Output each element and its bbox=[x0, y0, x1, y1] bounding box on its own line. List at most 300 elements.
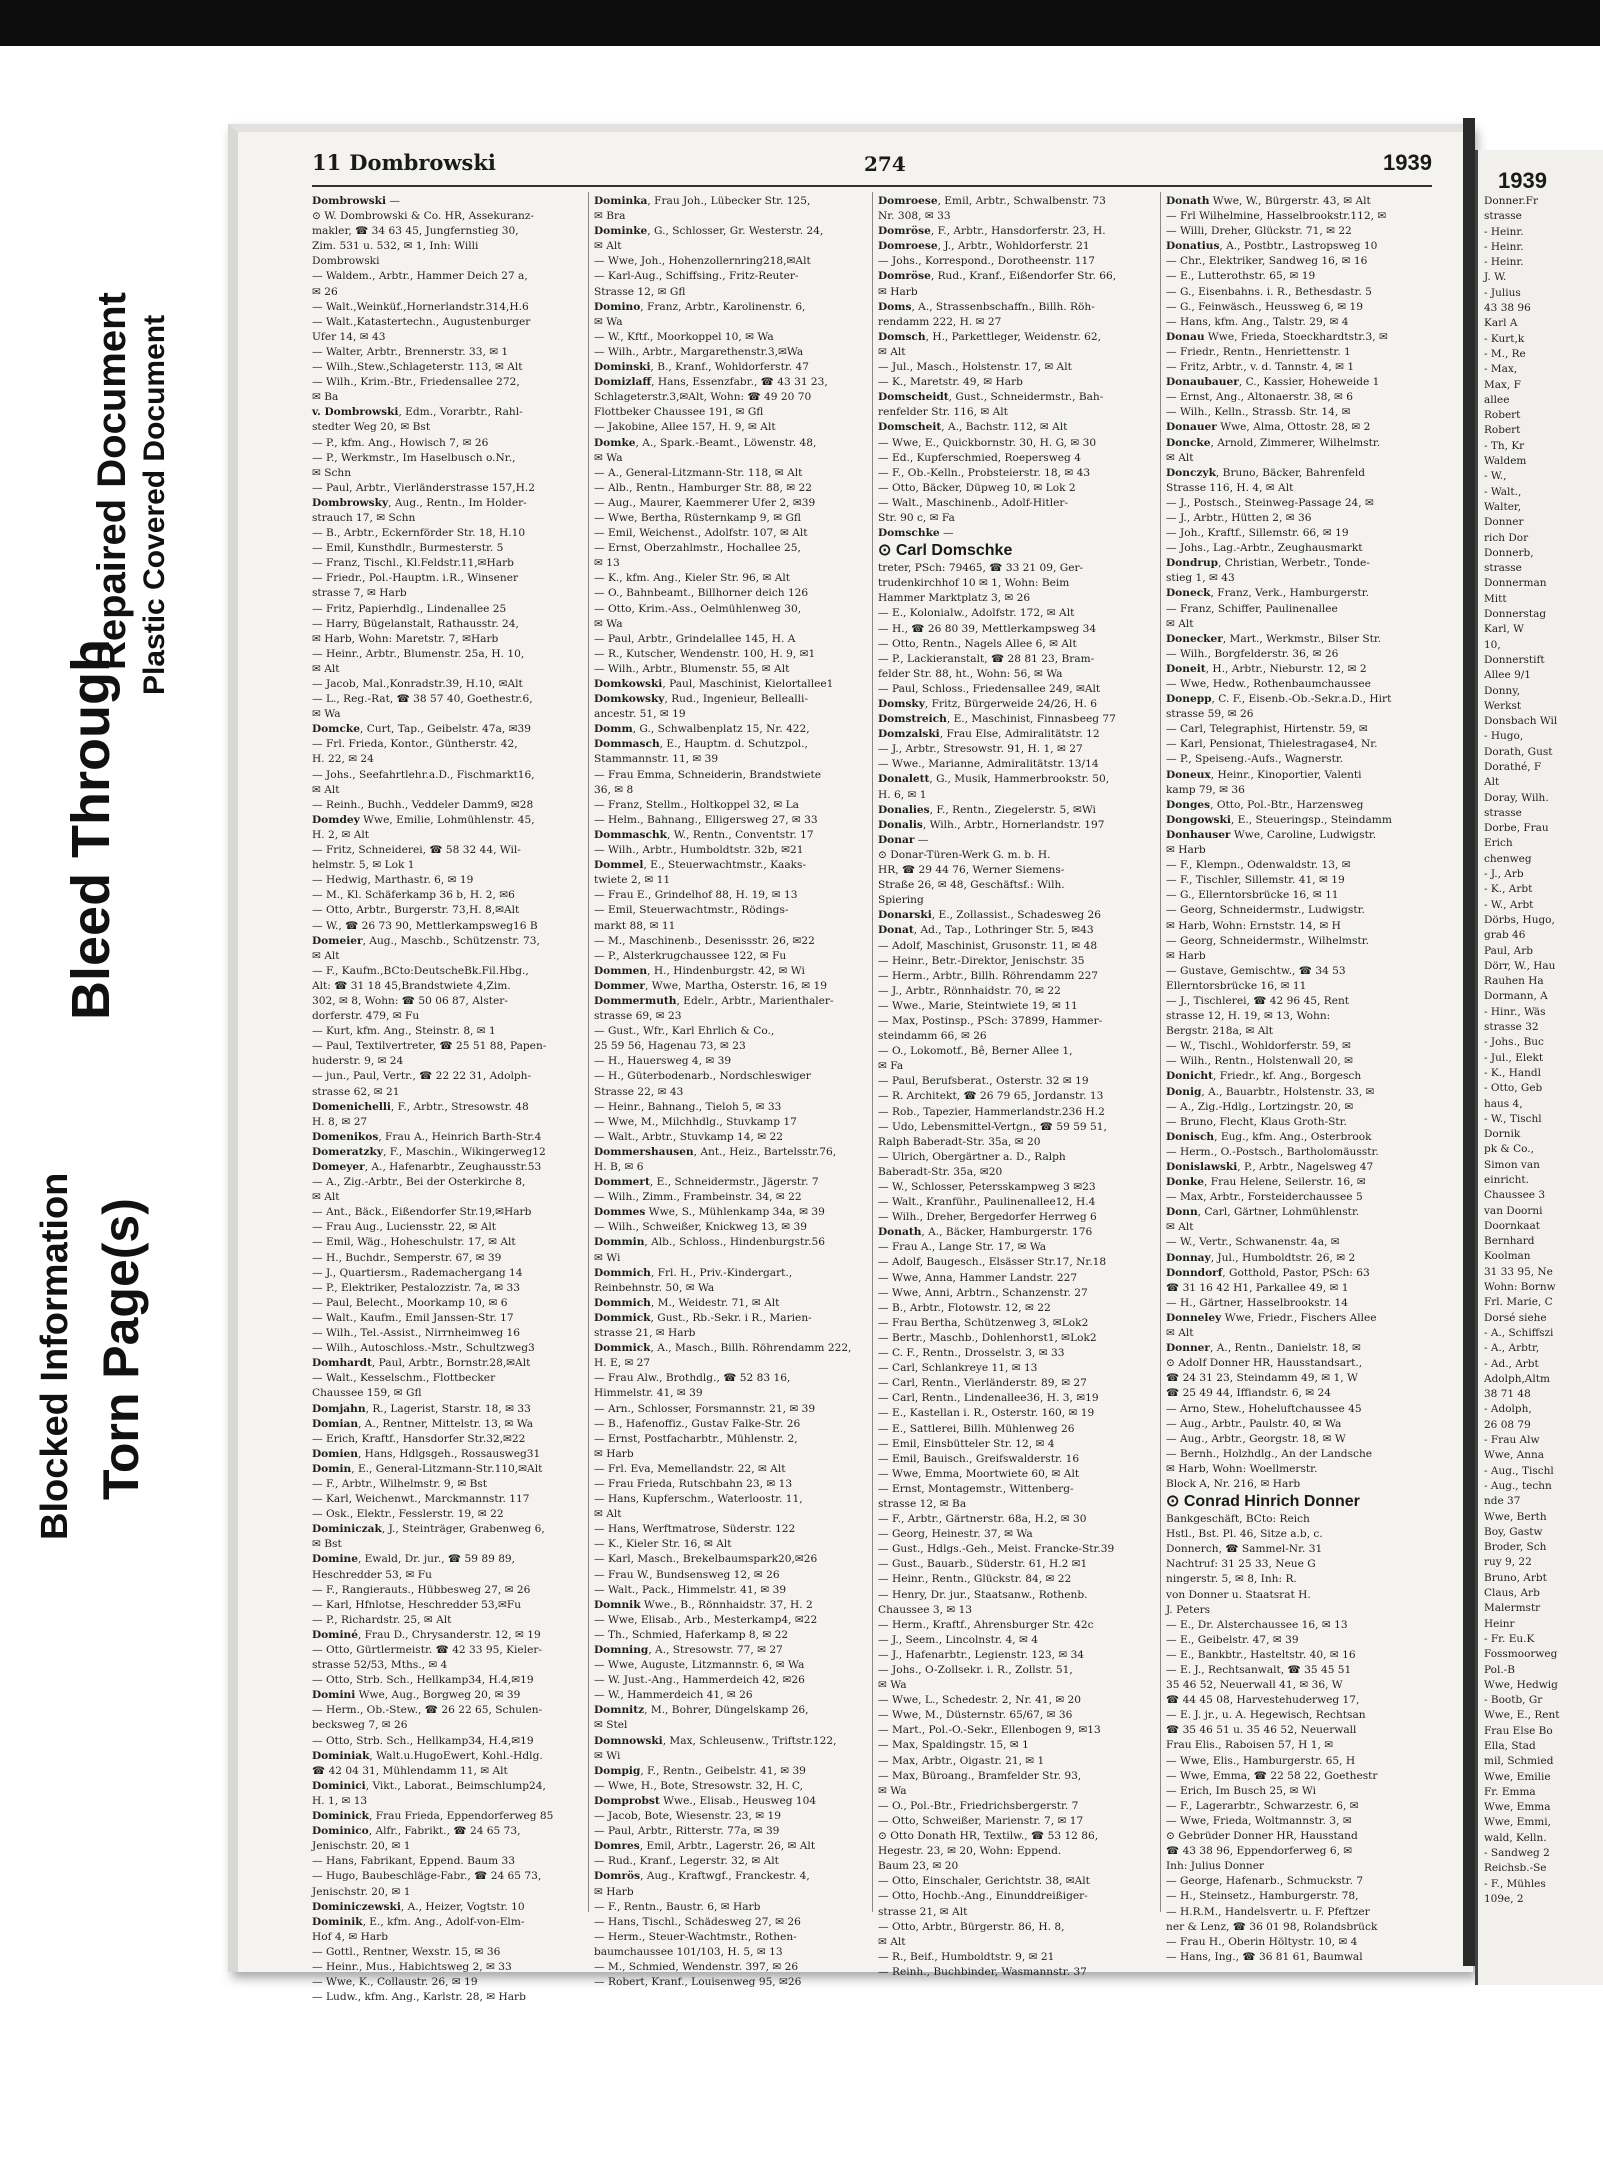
directory-entry-line: ✉ Wi bbox=[594, 1251, 621, 1264]
directory-entry-line: — Hans, kfm. Ang., Talstr. 29, ✉ 4 bbox=[1166, 315, 1349, 328]
directory-entry-line: — Max, Büroang., Bramfelder Str. 93, bbox=[878, 1769, 1082, 1782]
directory-entry-line: — Otto, Einschaler, Gerichtstr. 38, ✉Alt bbox=[878, 1875, 1090, 1888]
directory-entry-line: H. 6, ✉ 1 bbox=[878, 788, 927, 801]
directory-entry-line: J. Peters bbox=[1166, 1603, 1211, 1616]
directory-entry-line: — P., Richardstr. 25, ✉ Alt bbox=[312, 1613, 452, 1626]
directory-entry-line: strasse 7, ✉ Harb bbox=[312, 587, 407, 600]
directory-entry-line: Dominke, G., Schlosser, Gr. Westerstr. 24, bbox=[594, 225, 824, 238]
facing-page-line: 10, bbox=[1484, 638, 1501, 651]
directory-entry-line: Strasse 22, ✉ 43 bbox=[594, 1085, 684, 1098]
directory-entry-line: — Gust., Hdlgs.-Geh., Meist. Francke-Str.39 bbox=[878, 1543, 1115, 1556]
facing-page-line: - Aug., techn bbox=[1484, 1479, 1552, 1492]
directory-entry-line: ✉ Harb bbox=[1166, 844, 1206, 857]
directory-entry-line: Reinbehnstr. 50, ✉ Wa bbox=[594, 1281, 715, 1294]
header-rule bbox=[312, 185, 1432, 187]
directory-entry-line: — Walt., Kaufm., Emil Janssen-Str. 17 bbox=[312, 1311, 514, 1324]
directory-entry-line: — F., Lagerarbtr., Schwarzestr. 6, ✉ bbox=[1166, 1799, 1359, 1812]
facing-page-line: ruy 9, 22 bbox=[1484, 1556, 1532, 1569]
directory-entry-line: — Adolf, Maschinist, Grusonstr. 11, ✉ 48 bbox=[878, 939, 1098, 952]
directory-entry-line: Domsky, Fritz, Bürgerweide 24/26, H. 6 bbox=[878, 698, 1097, 710]
directory-entry-line: — Wwe, K., Collaustr. 26, ✉ 19 bbox=[312, 1976, 478, 1989]
directory-entry-line: 36, ✉ 8 bbox=[594, 783, 634, 796]
directory-entry-line: Donath Wwe, W., Bürgerstr. 43, ✉ Alt bbox=[1166, 195, 1371, 207]
directory-entry-line: — Frau Emma, Schneiderin, Brandstwiete bbox=[594, 768, 822, 781]
directory-entry-line: ✉ Stel bbox=[594, 1719, 628, 1732]
facing-page bbox=[1475, 150, 1603, 1985]
directory-entry-line: — J., Postsch., Steinweg-Passage 24, ✉ bbox=[1166, 496, 1374, 509]
directory-entry-line: Dominick, Frau Frieda, Eppendorferweg 85 bbox=[312, 1810, 554, 1823]
directory-entry-line: — Erich, Im Busch 25, ✉ Wi bbox=[1166, 1784, 1316, 1797]
facing-page-line: strasse bbox=[1484, 210, 1522, 223]
facing-page-line: haus 4, bbox=[1484, 1097, 1523, 1110]
directory-entry-line: — Heinr., Arbtr., Blumenstr. 25a, H. 10, bbox=[312, 647, 525, 660]
directory-entry-line: — Max, Arbtr., Forsteiderchaussee 5 bbox=[1166, 1191, 1363, 1204]
directory-entry-line: — Jacob, Bote, Wiesenstr. 23, ✉ 19 bbox=[594, 1810, 781, 1823]
directory-entry-line: — B., Arbtr., Eckernförder Str. 18, H.10 bbox=[312, 527, 526, 540]
facing-page-line: - Julius bbox=[1484, 286, 1521, 299]
directory-entry-line: — J., Quartiersm., Rademachergang 14 bbox=[312, 1266, 523, 1279]
facing-page-line: - Hugo, bbox=[1484, 730, 1524, 743]
directory-entry-line: ✉ Alt bbox=[1166, 451, 1194, 464]
directory-entry-line: — G., Eisenbahns. i. R., Bethesdastr. 5 bbox=[1166, 285, 1372, 298]
directory-entry-line: — J., Arbtr., Stresowstr. 91, H. 1, ✉ 27 bbox=[878, 743, 1083, 756]
directory-entry-line: — Herm., Arbtr., Billh. Röhrendamm 227 bbox=[878, 969, 1099, 982]
directory-entry-line: — Max, Spaldingstr. 15, ✉ 1 bbox=[878, 1739, 1029, 1752]
directory-entry-line: ⊙ Otto Donath HR, Textilw., ☎ 53 12 86, bbox=[878, 1830, 1099, 1843]
directory-entry-line: rendamm 222, H. ✉ 27 bbox=[878, 315, 1002, 328]
directory-entry-line: — Herm., O.-Postsch., Bartholomäusstr. bbox=[1166, 1145, 1379, 1158]
directory-entry-line: ✉ Wa bbox=[878, 1679, 907, 1692]
directory-entry-line: — F., Tischler, Sillemstr. 41, ✉ 19 bbox=[1166, 874, 1345, 887]
directory-entry-line: — P., Lackieranstalt, ☎ 28 81 23, Bram- bbox=[878, 652, 1095, 665]
directory-entry-line: Dommermuth, Edelr., Arbtr., Marienthaler- bbox=[594, 994, 834, 1007]
directory-entry-line: dorferstr. 479, ✉ Fu bbox=[312, 1010, 420, 1023]
directory-entry-line: — Jacob, Mal.,Konradstr.39, H.10, ✉Alt bbox=[312, 678, 523, 690]
directory-entry-line: — Udo, Lebensmittel-Vertgn., ☎ 59 59 51, bbox=[878, 1120, 1107, 1133]
directory-entry-line: — Wwe, Hedw., Rothenbaumchaussee bbox=[1166, 678, 1371, 690]
directory-entry-line: — Heinr., Rentn., Glückstr. 84, ✉ 22 bbox=[878, 1573, 1072, 1586]
facing-page-line: Donnerstag bbox=[1484, 608, 1547, 621]
directory-entry-line: ✉ Wa bbox=[594, 617, 623, 630]
directory-entry-line: Domschke — bbox=[878, 527, 954, 540]
facing-page-line: - W., Tischl bbox=[1484, 1112, 1542, 1125]
directory-entry-line: Domprobst Wwe., Elisab., Heusweg 104 bbox=[594, 1794, 817, 1807]
directory-entry-line: Domien, Hans, Hdlgsgeh., Rossausweg31 bbox=[312, 1447, 541, 1460]
directory-entry-line: — A., General-Litzmann-Str. 118, ✉ Alt bbox=[594, 466, 803, 479]
directory-entry-line: Donig, A., Bauarbtr., Holstenstr. 33, ✉ bbox=[1166, 1085, 1375, 1098]
directory-entry-line: — Wwe, Anni, Arbtrn., Schanzenstr. 27 bbox=[878, 1286, 1088, 1299]
directory-entry-line: ✉ Wa bbox=[594, 315, 623, 328]
directory-entry-line: Doneit, H., Arbtr., Nieburstr. 12, ✉ 2 bbox=[1166, 662, 1367, 675]
directory-entry-line: — K., Maretstr. 49, ✉ Harb bbox=[878, 376, 1023, 389]
directory-entry-line: — Hans, Kupferschm., Waterloostr. 11, bbox=[594, 1493, 803, 1506]
facing-page-line: Fr. Emma bbox=[1484, 1785, 1536, 1798]
directory-entry-line: — Otto, Krim.-Ass., Oelmühlenweg 30, bbox=[594, 602, 802, 615]
directory-entry-line: Dommen, H., Hindenburgstr. 42, ✉ Wi bbox=[594, 964, 805, 977]
directory-entry-line: Domstreich, E., Maschinist, Finnasbeeg 77 bbox=[878, 713, 1116, 726]
directory-entry-line: ✉ Harb bbox=[1166, 949, 1206, 962]
directory-entry-line: — Frau H., Oberin Höltystr. 10, ✉ 4 bbox=[1166, 1935, 1358, 1948]
directory-entry-line: — Wilh., Tel.-Assist., Nirrnheimweg 16 bbox=[312, 1327, 521, 1340]
directory-entry-line: — Bernh., Holzhdlg., An der Landsche bbox=[1166, 1447, 1373, 1460]
directory-entry-line: Domeratzky, F., Maschin., Wikingerweg12 bbox=[312, 1145, 546, 1158]
directory-entry-line: Domjahn, R., Lagerist, Starstr. 18, ✉ 33 bbox=[312, 1402, 531, 1415]
directory-entry-line: Donat, Ad., Tap., Lothringer Str. 5, ✉43 bbox=[878, 924, 1094, 937]
directory-entry-line: becksweg 7, ✉ 26 bbox=[312, 1719, 408, 1732]
directory-entry-line: — M., Kl. Schäferkamp 36 b, H. 2, ✉6 bbox=[312, 889, 515, 902]
directory-entry-line: — Willi, Dreher, Glückstr. 71, ✉ 22 bbox=[1166, 225, 1352, 238]
directory-entry-line: strauch 17, ✉ Schn bbox=[312, 511, 416, 524]
directory-entry-line: Str. 90 c, ✉ Fa bbox=[878, 511, 955, 524]
directory-entry-line: — Frau Bertha, Schützenweg 3, ✉Lok2 bbox=[878, 1316, 1089, 1329]
directory-entry-line: — Aug., Arbtr., Georgstr. 18, ✉ W bbox=[1166, 1432, 1346, 1445]
directory-entry-line: Domm, G., Schwalbenplatz 15, Nr. 422, bbox=[594, 723, 810, 736]
facing-page-line: Wwe, Anna bbox=[1484, 1449, 1545, 1462]
directory-entry-line: Hegestr. 23, ✉ 20, Wohn: Eppend. bbox=[878, 1845, 1062, 1858]
facing-page-line: Karl A bbox=[1484, 317, 1518, 330]
facing-page-line: 31 33 95, Ne bbox=[1484, 1265, 1553, 1278]
directory-entry-line: 25 59 56, Hagenau 73, ✉ 23 bbox=[594, 1040, 746, 1053]
directory-entry-line: Dominé, Frau D., Chrysanderstr. 12, ✉ 19 bbox=[312, 1628, 541, 1641]
directory-entry-line: — A., Zig.-Hdlg., Lortzingstr. 20, ✉ bbox=[1166, 1100, 1354, 1113]
facing-page-line: Werkst bbox=[1484, 699, 1522, 712]
directory-entry-line: Domine, Ewald, Dr. jur., ☎ 59 89 89, bbox=[312, 1553, 516, 1566]
directory-entry-line: v. Dombrowski, Edm., Vorarbtr., Rahl- bbox=[312, 406, 523, 419]
directory-entry-line: ✉ Bra bbox=[594, 210, 626, 223]
directory-entry-line: — Ernst, Montagemstr., Wittenberg- bbox=[878, 1482, 1074, 1495]
directory-entry-line: — Wilh., Krim.-Btr., Friedensallee 272, bbox=[312, 376, 520, 389]
directory-entry-line: — Walter, Arbtr., Brennerstr. 33, ✉ 1 bbox=[312, 345, 509, 358]
directory-entry-line: ✉ Fa bbox=[878, 1060, 904, 1073]
directory-entry-line: Schlageterstr.3,✉Alt, Wohn: ☎ 49 20 70 bbox=[594, 391, 812, 404]
directory-entry-line: — Georg, Schneidermstr., Wilhelmstr. bbox=[1166, 934, 1369, 947]
directory-entry-line: — Wwe, Emma, ☎ 22 58 22, Goethestr bbox=[1166, 1769, 1378, 1782]
directory-entry-line: Domroese, J., Arbtr., Wohldorferstr. 21 bbox=[878, 240, 1090, 253]
directory-entry-line: — Paul, Arbtr., Grindelallee 145, H. A bbox=[594, 632, 796, 645]
facing-page-line: mil, Schmied bbox=[1484, 1755, 1554, 1768]
directory-entry-line: — Bruno, Flecht, Klaus Groth-Str. bbox=[1166, 1115, 1347, 1128]
directory-entry-line: — M., Maschinenb., Desenissstr. 26, ✉22 bbox=[594, 934, 815, 947]
directory-entry-line: — Helm., Bahnang., Elligersweg 27, ✉ 33 bbox=[594, 813, 818, 826]
facing-page-line: - Hinr., Wäs bbox=[1484, 1005, 1546, 1018]
directory-entry-line: — Karl, Weichenwt., Marckmannstr. 117 bbox=[312, 1493, 530, 1506]
directory-entry-line: Doneck, Franz, Verk., Hamburgerstr. bbox=[1166, 587, 1369, 600]
directory-entry-line: — R. Architekt, ☎ 26 79 65, Jordanstr. 13 bbox=[878, 1090, 1104, 1103]
directory-entry-line: — Alb., Rentn., Hamburger Str. 88, ✉ 22 bbox=[594, 481, 812, 494]
directory-entry-line: — M., Schmied, Wendenstr. 397, ✉ 26 bbox=[594, 1960, 799, 1973]
directory-entry-line: renfelder Str. 116, ✉ Alt bbox=[878, 406, 1008, 419]
directory-entry-line: ⊙ Gebrüder Donner HR, Hausstand bbox=[1166, 1830, 1358, 1843]
facing-page-line: Wwe, Hedwig bbox=[1484, 1678, 1558, 1691]
facing-page-line: Dornik bbox=[1484, 1128, 1521, 1141]
directory-entry-line: — Wilh., Rentn., Holstenwall 20, ✉ bbox=[1166, 1055, 1354, 1068]
directory-entry-line: ✉ Alt bbox=[594, 1508, 622, 1521]
directory-entry-line: Zim. 531 u. 532, ✉ 1, Inh: Willi bbox=[312, 240, 479, 253]
directory-entry-line: — Frl Wilhelmine, Hasselbrookstr.112, ✉ bbox=[1166, 210, 1387, 223]
directory-entry-line: ✉ Alt bbox=[312, 662, 340, 675]
directory-entry-line: Chaussee 3, ✉ 13 bbox=[878, 1603, 973, 1616]
facing-page-line: - Heinr. bbox=[1484, 240, 1524, 253]
facing-page-line: Karl, W bbox=[1484, 623, 1524, 636]
directory-entry-line: H. 1, ✉ 13 bbox=[312, 1794, 368, 1807]
facing-page-line: Donsbach Wil bbox=[1484, 715, 1558, 728]
directory-entry-line: — P., Speiseng.-Aufs., Wagnerstr. bbox=[1166, 753, 1344, 766]
facing-page-line: - F., Mühles bbox=[1484, 1877, 1546, 1890]
facing-page-line: Heinr bbox=[1484, 1617, 1515, 1630]
directory-entry-line: — Reinh., Buchh., Veddeler Damm9, ✉28 bbox=[312, 798, 534, 811]
directory-entry-line: — Fritz, Arbtr., v. d. Tannstr. 4, ✉ 1 bbox=[1166, 361, 1355, 374]
directory-entry-line: ✉ Alt bbox=[312, 949, 340, 962]
directory-entry-line: Dommick, A., Masch., Billh. Röhrendamm 222, bbox=[594, 1342, 852, 1355]
directory-entry-line: — F., Kaufm.,BCto:DeutscheBk.Fil.Hbg., bbox=[312, 964, 529, 977]
directory-entry-line: — Johs., O-Zollsekr. i. R., Zollstr. 51, bbox=[878, 1664, 1073, 1676]
directory-entry-line: Domnowski, Max, Schleusenw., Triftstr.122, bbox=[594, 1734, 837, 1747]
directory-entry-line: Hof 4, ✉ Harb bbox=[312, 1930, 389, 1943]
facing-page-line: - Heinr. bbox=[1484, 225, 1524, 238]
directory-entry-line: Donar — bbox=[878, 833, 929, 846]
directory-entry-line: — O., Lokomotf., Bê, Berner Allee 1, bbox=[878, 1045, 1073, 1058]
directory-entry-line: — Wwe, Elis., Hamburgerstr. 65, H bbox=[1166, 1754, 1356, 1767]
directory-entry-line: ✉ Alt bbox=[594, 240, 622, 253]
header-year: 1939 bbox=[1383, 150, 1432, 175]
directory-entry-line: — B., Hafenoffiz., Gustav Falke-Str. 26 bbox=[594, 1417, 801, 1430]
directory-entry-line: — Wilh., Kelln., Strassb. Str. 14, ✉ bbox=[1166, 406, 1351, 419]
facing-page-line: Dorathé, F bbox=[1484, 760, 1542, 773]
facing-page-line: Wohn: Bornw bbox=[1484, 1281, 1556, 1294]
directory-entry-line: — Joh., Kraftf., Sillemstr. 66, ✉ 19 bbox=[1166, 527, 1349, 540]
facing-page-line: Simon van bbox=[1484, 1158, 1540, 1171]
directory-entry-line: ⊙ W. Dombrowski & Co. HR, Assekuranz- bbox=[312, 210, 535, 223]
directory-entry-line: Domröse, Rud., Kranf., Eißendorfer Str. 66, bbox=[878, 270, 1117, 283]
directory-entry-line: ☎ 44 45 08, Harvestehuderweg 17, bbox=[1166, 1694, 1360, 1707]
directory-entry-line: — Friedr., Pol.-Hauptm. i.R., Winsener bbox=[312, 572, 519, 585]
directory-entry-line: Dommasch, E., Hauptm. d. Schutzpol., bbox=[594, 738, 808, 751]
directory-entry-line: — Kurt, kfm. Ang., Steinstr. 8, ✉ 1 bbox=[312, 1025, 496, 1038]
facing-page-line: Fossmoorweg bbox=[1484, 1648, 1558, 1661]
directory-column-2 bbox=[594, 194, 866, 1989]
directory-entry-line: Dommick, Gust., Rb.-Sekr. i R., Marien- bbox=[594, 1311, 812, 1324]
directory-entry-line: strasse 69, ✉ 23 bbox=[594, 1010, 682, 1023]
directory-entry-line: — Fritz, Schneiderei, ☎ 58 32 44, Wil- bbox=[312, 844, 521, 857]
directory-entry-line: — O., Pol.-Btr., Friedrichsbergerstr. 7 bbox=[878, 1799, 1079, 1812]
directory-entry-line: — Wwe, Elisab., Arb., Mesterkamp4, ✉22 bbox=[594, 1613, 818, 1626]
directory-entry-line: — K., kfm. Ang., Kieler Str. 96, ✉ Alt bbox=[594, 572, 791, 585]
directory-entry-line: — Paul, Berufsberat., Osterstr. 32 ✉ 19 bbox=[878, 1075, 1089, 1088]
directory-entry-line: — Wwe, Bertha, Rüsternkamp 9, ✉ Gfl bbox=[594, 511, 801, 524]
directory-entry-line: — Emil, Einsbütteler Str. 12, ✉ 4 bbox=[878, 1437, 1055, 1450]
directory-entry-line: — Wwe, H., Bote, Stresowstr. 32, H. C, bbox=[594, 1779, 804, 1792]
directory-entry-line: — jun., Paul, Vertr., ☎ 22 22 31, Adolph- bbox=[312, 1070, 532, 1083]
directory-entry-line: — Frau Alw., Brothdlg., ☎ 52 83 16, bbox=[594, 1372, 791, 1385]
directory-entry-line: — Gustave, Gemischtw., ☎ 34 53 bbox=[1166, 964, 1346, 977]
facing-page-line: Doray, Wilh. bbox=[1484, 791, 1549, 804]
directory-entry-line: — F., Rentn., Baustr. 6, ✉ Harb bbox=[594, 1900, 761, 1913]
directory-entry-line: — George, Hafenarb., Schmuckstr. 7 bbox=[1166, 1875, 1364, 1888]
facing-page-line: - Adolph, bbox=[1484, 1403, 1532, 1416]
directory-entry-line: — Otto, Arbtr., Bürgerstr. 86, H. 8, bbox=[878, 1920, 1065, 1933]
directory-entry-line: — Herm., Kraftf., Ahrensburger Str. 42c bbox=[878, 1618, 1094, 1631]
directory-entry-line: Domsch, H., Parkettleger, Weidenstr. 62, bbox=[878, 330, 1101, 343]
directory-entry-line: ✉ Harb, Wohn: Woellmerstr. bbox=[1166, 1462, 1318, 1475]
facing-page-line: Donner.Fr bbox=[1484, 195, 1538, 207]
directory-entry-line: — Franz, Stellm., Holtkoppel 32, ✉ La bbox=[594, 798, 799, 811]
directory-entry-line: — Arn., Schlosser, Forsmannstr. 21, ✉ 39 bbox=[594, 1402, 816, 1415]
directory-entry-line: — Henry, Dr. jur., Staatsanw., Rothenb. bbox=[878, 1588, 1088, 1601]
directory-entry-line: ✉ 26 bbox=[312, 285, 338, 298]
directory-entry-line: — E. J. jr., u. A. Hegewisch, Rechtsan bbox=[1166, 1709, 1366, 1722]
advertisement-entry: ⊙ Carl Domschke bbox=[878, 542, 1013, 560]
directory-entry-line: Dominik, E., kfm. Ang., Adolf-von-Elm- bbox=[312, 1915, 525, 1928]
directory-entry-line: — Heinr., Betr.-Direktor, Jenischstr. 35 bbox=[878, 954, 1085, 967]
directory-entry-line: — F., Rangierauts., Hübbesweg 27, ✉ 26 bbox=[312, 1583, 531, 1596]
facing-page-line: Walter, bbox=[1484, 500, 1522, 513]
directory-entry-line: — Johs., Korrespond., Dorotheenstr. 117 bbox=[878, 255, 1095, 268]
facing-page-line: allee bbox=[1484, 393, 1510, 406]
directory-entry-line: Nachtruf: 31 25 33, Neue G bbox=[1166, 1558, 1316, 1571]
directory-entry-line: — E. J., Rechtsanwalt, ☎ 35 45 51 bbox=[1166, 1664, 1352, 1676]
directory-entry-line: — Franz, Schiffer, Paulinenallee bbox=[1166, 602, 1338, 615]
directory-entry-line: Domning, A., Stresowstr. 77, ✉ 27 bbox=[594, 1644, 783, 1656]
directory-entry-line: Dommert, E., Schneidermstr., Jägerstr. 7 bbox=[594, 1176, 819, 1189]
directory-entry-line: strasse 12, ✉ Ba bbox=[878, 1497, 967, 1510]
torn-pages-label: Torn Page(s) bbox=[93, 1198, 149, 1500]
directory-entry-line: — H., Hauersweg 4, ✉ 39 bbox=[594, 1055, 732, 1068]
page-header bbox=[312, 150, 1432, 178]
facing-page-line: 38 71 48 bbox=[1484, 1388, 1531, 1401]
directory-entry-line: Chaussee 159, ✉ Gfl bbox=[312, 1387, 422, 1400]
directory-entry-line: Dominski, B., Kranf., Wohldorferstr. 47 bbox=[594, 361, 809, 374]
facing-page-line: Bruno, Arbt bbox=[1484, 1571, 1547, 1584]
directory-entry-line: ✉ Alt bbox=[1166, 1221, 1194, 1234]
facing-page-line: strasse bbox=[1484, 806, 1522, 819]
facing-page-line: Malermstr bbox=[1484, 1602, 1541, 1615]
directory-entry-line: — J., Tischlerei, ☎ 42 96 45, Rent bbox=[1166, 994, 1350, 1007]
directory-entry-line: — Frau Aug., Luciensstr. 22, ✉ Alt bbox=[312, 1221, 497, 1234]
directory-entry-line: Dominiak, Walt.u.HugoEwert, Kohl.-Hdlg. bbox=[312, 1749, 543, 1762]
directory-entry-line: — Wilh., Dreher, Bergedorfer Herrweg 6 bbox=[878, 1211, 1097, 1224]
directory-entry-line: — Carl, Rentn., Lindenallee36, H. 3, ✉19 bbox=[878, 1392, 1099, 1405]
facing-page-line: Chaussee 3 bbox=[1484, 1189, 1546, 1202]
directory-entry-line: Jenischstr. 20, ✉ 1 bbox=[312, 1840, 411, 1853]
directory-entry-line: — Wilh., Borgfelderstr. 36, ✉ 26 bbox=[1166, 647, 1339, 660]
directory-entry-line: Domhardt, Paul, Arbtr., Bornstr.28,✉Alt bbox=[312, 1357, 531, 1370]
directory-entry-line: Domscheidt, Gust., Schneidermstr., Bah- bbox=[878, 391, 1104, 404]
directory-entry-line: ✉ Wi bbox=[594, 1749, 621, 1762]
directory-entry-line: — Ernst, Ang., Altonaerstr. 38, ✉ 6 bbox=[1166, 391, 1354, 404]
directory-entry-line: — Aug., Arbtr., Paulstr. 40, ✉ Wa bbox=[1166, 1417, 1342, 1430]
directory-entry-line: Ufer 14, ✉ 43 bbox=[312, 330, 386, 343]
facing-page-line: Claus, Arb bbox=[1484, 1587, 1540, 1600]
directory-entry-line: — Otto, Arbtr., Burgerstr. 73,H. 8,✉Alt bbox=[312, 904, 520, 917]
directory-entry-line: H. 22, ✉ 24 bbox=[312, 753, 374, 766]
directory-entry-line: — Carl, Rentn., Vierländerstr. 89, ✉ 27 bbox=[878, 1377, 1087, 1390]
directory-entry-line: — P., Werkmstr., Im Haselbusch o.Nr., bbox=[312, 451, 516, 464]
directory-entry-line: — Johs., Lag.-Arbtr., Zeughausmarkt bbox=[1166, 542, 1363, 555]
directory-entry-line: ✉ Alt bbox=[878, 1935, 906, 1948]
directory-entry-line: Doneux, Heinr., Kinoportier, Valenti bbox=[1166, 768, 1362, 781]
directory-entry-line: Hstl., Bst. Pl. 46, Sitze a.b, c. bbox=[1166, 1528, 1323, 1541]
directory-entry-line: Ralph Baberadt-Str. 35a, ✉ 20 bbox=[878, 1135, 1041, 1148]
directory-entry-line: Domeyer, A., Hafenarbtr., Zeughausstr.53 bbox=[312, 1161, 542, 1173]
directory-entry-line: — B., Arbtr., Flotowstr. 12, ✉ 22 bbox=[878, 1301, 1051, 1314]
column-divider bbox=[588, 192, 589, 1912]
facing-page-line: 43 38 96 bbox=[1484, 302, 1531, 315]
directory-entry-line: — E., Dr. Alsterchaussee 16, ✉ 13 bbox=[1166, 1618, 1348, 1631]
directory-entry-line: Dominiczewski, A., Heizer, Vogtstr. 10 bbox=[312, 1900, 525, 1913]
advertisement-entry: ⊙ Conrad Hinrich Donner bbox=[1166, 1493, 1360, 1511]
directory-entry-line: — Arno, Stew., Hoheluftchaussee 45 bbox=[1166, 1402, 1362, 1415]
directory-entry-line: — J., Seem., Lincolnstr. 4, ✉ 4 bbox=[878, 1633, 1038, 1646]
directory-entry-line: Donke, Frau Helene, Seilerstr. 16, ✉ bbox=[1166, 1176, 1366, 1189]
directory-entry-line: — Heinr., Bahnang., Tieloh 5, ✉ 33 bbox=[594, 1100, 782, 1113]
directory-entry-line: Himmelstr. 41, ✉ 39 bbox=[594, 1387, 703, 1400]
directory-entry-line: Domenikos, Frau A., Heinrich Barth-Str.4 bbox=[312, 1130, 542, 1143]
directory-entry-line: — Rob., Tapezier, Hammerlandstr.236 H.2 bbox=[878, 1105, 1105, 1118]
facing-page-line: Frau Else Bo bbox=[1484, 1724, 1553, 1737]
directory-entry-line: Domzalski, Frau Else, Admiralitätstr. 12 bbox=[878, 728, 1100, 741]
directory-entry-line: — Friedr., Rentn., Henriettenstr. 1 bbox=[1166, 345, 1351, 358]
facing-page-line: - Th, Kr bbox=[1484, 439, 1525, 452]
directory-entry-line: HR, ☎ 29 44 76, Werner Siemens- bbox=[878, 864, 1065, 877]
directory-entry-line: ningerstr. 5, ✉ 8, Inh: R. bbox=[1166, 1573, 1297, 1586]
directory-entry-line: — Emil, Steuerwachtmstr., Rödings- bbox=[594, 904, 789, 917]
directory-entry-line: — Emil, Kunsthdlr., Burmesterstr. 5 bbox=[312, 542, 504, 555]
directory-entry-line: — W., Schlosser, Petersskampweg 3 ✉23 bbox=[878, 1181, 1096, 1193]
facing-page-line: - Fr. Eu.K bbox=[1484, 1632, 1535, 1645]
bleed-through-label: Bleed Through bbox=[61, 639, 121, 1020]
directory-entry-line: Domnitz, M., Bohrer, Düngelskamp 26, bbox=[594, 1704, 809, 1717]
directory-entry-line: Dommin, Alb., Schloss., Hindenburgstr.56 bbox=[594, 1236, 826, 1249]
directory-entry-line: — Karl, Hfnlotse, Heschredder 53,✉Fu bbox=[312, 1598, 522, 1611]
directory-entry-line: ✉ Wa bbox=[878, 1784, 907, 1797]
directory-entry-line: — Otto, Schweißer, Marienstr. 7, ✉ 17 bbox=[878, 1814, 1084, 1827]
directory-entry-line: ✉ Wa bbox=[312, 708, 341, 721]
directory-entry-line: Donndorf, Gotthold, Pastor, PSch: 63 bbox=[1166, 1266, 1370, 1279]
facing-page-line: - Bootb, Gr bbox=[1484, 1694, 1543, 1707]
directory-entry-line: Donhauser Wwe, Caroline, Ludwigstr. bbox=[1166, 828, 1377, 841]
facing-page-line: Pol.-B bbox=[1484, 1663, 1515, 1676]
directory-entry-line: Donau Wwe, Frieda, Stoeckhardtstr.3, ✉ bbox=[1166, 330, 1388, 343]
column-divider bbox=[872, 192, 873, 1912]
directory-entry-line: ☎ 42 04 31, Mühlendamm 11, ✉ Alt bbox=[312, 1764, 508, 1777]
directory-entry-line: 35 46 52, Neuerwall 41, ✉ 36, W bbox=[1166, 1679, 1343, 1692]
directory-entry-line: Dombrowski bbox=[312, 255, 380, 268]
facing-page-line: Wwe, Emma bbox=[1484, 1801, 1551, 1814]
directory-entry-line: Domroese, Emil, Arbtr., Schwalbenstr. 73 bbox=[878, 195, 1106, 207]
directory-entry-line: Hammer Marktplatz 3, ✉ 26 bbox=[878, 592, 1031, 605]
directory-entry-line: Dommel, E., Steuerwachtmstr., Kaaks- bbox=[594, 859, 807, 872]
directory-entry-line: — Heinr., Mus., Habichtsweg 2, ✉ 33 bbox=[312, 1960, 512, 1973]
directory-entry-line: — Th., Schmied, Haferkamp 8, ✉ 22 bbox=[594, 1628, 789, 1641]
directory-entry-line: Domres, Emil, Arbtr., Lagerstr. 26, ✉ Alt bbox=[594, 1840, 816, 1853]
directory-entry-line: — Georg, Heinestr. 37, ✉ Wa bbox=[878, 1528, 1033, 1541]
directory-entry-line: — A., Zig.-Arbtr., Bei der Osterkirche 8, bbox=[312, 1176, 526, 1189]
directory-entry-line: Domdey Wwe, Emilie, Lohmühlenstr. 45, bbox=[312, 813, 535, 826]
directory-entry-line: — Wilh., Arbtr., Blumenstr. 55, ✉ Alt bbox=[594, 662, 790, 675]
facing-page-lines bbox=[1478, 194, 1603, 1907]
directory-entry-line: ☎ 43 38 96, Eppendorferweg 6, ✉ bbox=[1166, 1845, 1353, 1858]
facing-page-line: - Jul., Elekt bbox=[1484, 1051, 1544, 1064]
directory-entry-line: von Donner u. Staatsrat H. bbox=[1166, 1588, 1311, 1601]
directory-entry-line: — Gust., Wfr., Karl Ehrlich & Co., bbox=[594, 1025, 775, 1038]
directory-entry-line: Domian, A., Rentner, Mittelstr. 13, ✉ Wa bbox=[312, 1417, 534, 1430]
directory-entry-line: — Ludw., kfm. Ang., Karlstr. 28, ✉ Harb bbox=[312, 1991, 526, 2004]
directory-entry-line: — Herm., Ob.-Stew., ☎ 26 22 65, Schulen- bbox=[312, 1704, 543, 1717]
header-section-number: 11 bbox=[312, 150, 342, 175]
facing-page-line: Dorsé siehe bbox=[1484, 1311, 1547, 1324]
directory-entry-line: ✉ Alt bbox=[878, 345, 906, 358]
directory-entry-line: ⊙ Donar-Türen-Werk G. m. b. H. bbox=[878, 848, 1051, 861]
